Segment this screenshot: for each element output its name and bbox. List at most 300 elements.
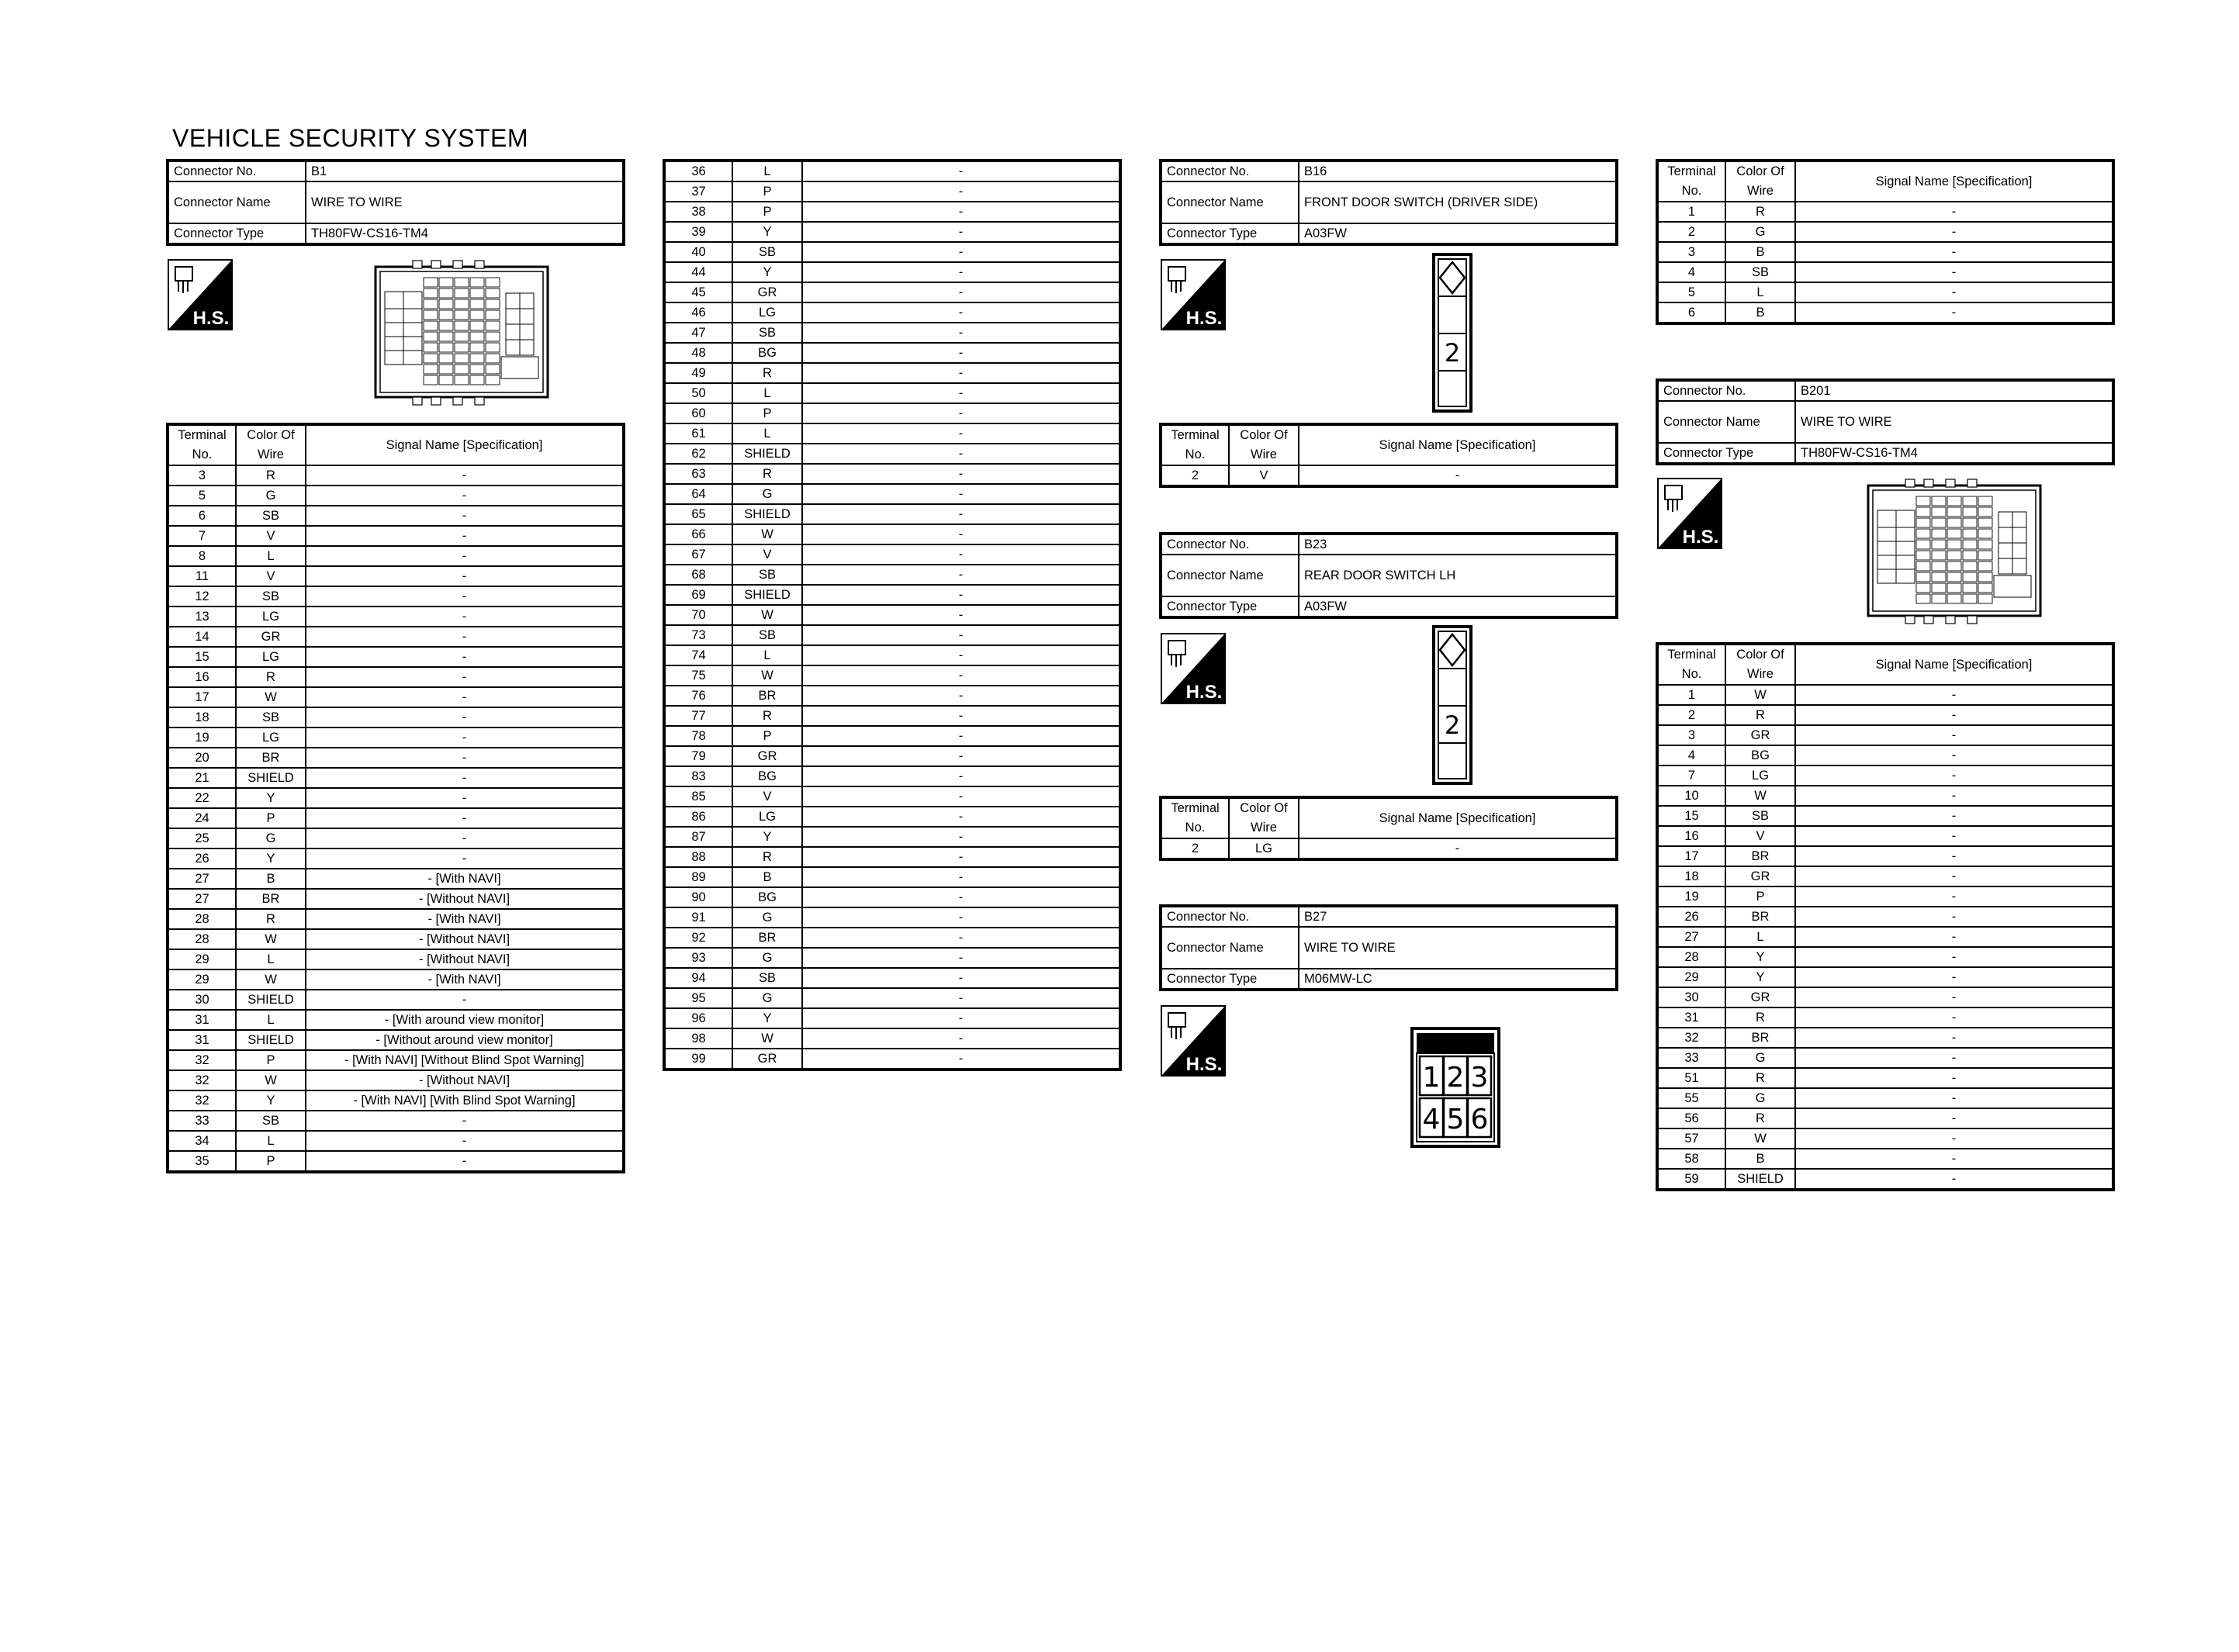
- signal-name-cell: - [With NAVI]: [306, 909, 624, 929]
- wire-color-cell: R: [732, 847, 802, 867]
- b23-connector-face-icon: [1432, 625, 1472, 785]
- table-row: [664, 948, 1120, 968]
- signal-name-cell: -: [802, 464, 1120, 484]
- table-row: [168, 486, 624, 506]
- wire-color-cell: G: [732, 484, 802, 504]
- wire-color-cell: GR: [732, 746, 802, 766]
- terminal-no-cell: 3: [1657, 242, 1725, 262]
- terminal-no-cell: 31: [1657, 1007, 1725, 1028]
- table-row: [1657, 927, 2113, 947]
- table-row: [664, 544, 1120, 565]
- terminal-no-cell: 59: [1657, 1169, 1725, 1190]
- wire-color-cell: BR: [732, 928, 802, 948]
- terminal-no-cell: 18: [168, 707, 236, 728]
- terminal-no-cell: 38: [664, 202, 732, 222]
- terminal-no-cell: 94: [664, 968, 732, 988]
- signal-name-cell: -: [802, 726, 1120, 746]
- table-row: [1161, 465, 1617, 486]
- terminal-no-cell: 28: [1657, 947, 1725, 967]
- terminal-no-cell: 27: [168, 869, 236, 889]
- table-row: [168, 848, 624, 869]
- terminal-no-cell: 57: [1657, 1128, 1725, 1149]
- table-row: [664, 383, 1120, 403]
- signal-name-cell: -: [1795, 1108, 2113, 1128]
- b16-connector-no: B16: [1299, 161, 1617, 181]
- terminal-no-cell: 13: [168, 607, 236, 627]
- terminal-no-cell: 96: [664, 1008, 732, 1028]
- b23-terminal-table: [1159, 796, 1618, 861]
- b27-connector-no: B27: [1299, 906, 1617, 927]
- terminal-no-cell: 86: [664, 807, 732, 827]
- b16-connector-type: A03FW: [1299, 223, 1617, 244]
- terminal-no-cell: 16: [1657, 826, 1725, 846]
- b1-connector-type: TH80FW-CS16-TM4: [306, 223, 624, 244]
- signal-name-cell: -: [1795, 282, 2113, 302]
- signal-name-cell: -: [802, 807, 1120, 827]
- connector-name-label: Connector Name: [1161, 181, 1299, 223]
- table-row: [664, 706, 1120, 726]
- terminal-no-cell: 78: [664, 726, 732, 746]
- hs-badge-text: H.S.: [1682, 527, 1719, 548]
- table-row: [1657, 886, 2113, 907]
- terminal-no-cell: 28: [168, 909, 236, 929]
- terminal-no-cell: 32: [168, 1090, 236, 1111]
- b1-terminal-table-continued: [663, 159, 1122, 1071]
- terminal-no-cell: 49: [664, 363, 732, 383]
- table-row: [664, 302, 1120, 323]
- table-row: [664, 807, 1120, 827]
- terminal-no-cell: 26: [1657, 907, 1725, 927]
- table-row: [664, 746, 1120, 766]
- table-row: [664, 887, 1120, 907]
- wire-color-cell: V: [236, 526, 306, 546]
- table-row: [1657, 705, 2113, 725]
- b201-connector-face-icon: [1862, 478, 2047, 625]
- b1-terminal-table: [166, 423, 625, 1173]
- terminal-no-cell: 32: [168, 1070, 236, 1090]
- terminal-no-cell: 29: [168, 949, 236, 969]
- table-row: [168, 889, 624, 909]
- signal-name-cell: -: [802, 403, 1120, 423]
- wire-color-cell: SHIELD: [236, 768, 306, 788]
- wire-color-cell: SHIELD: [236, 1030, 306, 1050]
- b23-connector-type: A03FW: [1299, 596, 1617, 617]
- table-row: [168, 1131, 624, 1151]
- signal-name-cell: - [With NAVI]: [306, 869, 624, 889]
- terminal-no-cell: 7: [168, 526, 236, 546]
- signal-name-cell: -: [1795, 1048, 2113, 1068]
- table-row: [664, 605, 1120, 625]
- table-row: [168, 969, 624, 990]
- terminal-no-cell: 85: [664, 786, 732, 807]
- table-row: [1657, 242, 2113, 262]
- table-row: [664, 585, 1120, 605]
- b16-info-table: [1159, 159, 1618, 246]
- signal-name-cell: -: [802, 323, 1120, 343]
- signal-name-cell: -: [1795, 1128, 2113, 1149]
- terminal-no-cell: 5: [1657, 282, 1725, 302]
- table-row: [664, 282, 1120, 302]
- terminal-no-cell: 1: [1657, 202, 1725, 222]
- terminal-no-cell: 29: [168, 969, 236, 990]
- b1-connector-no: B1: [306, 161, 624, 181]
- wire-color-cell: R: [732, 464, 802, 484]
- hs-badge-text: H.S.: [1185, 1054, 1223, 1075]
- signal-name-cell: - [Without NAVI]: [306, 929, 624, 949]
- wire-color-cell: SB: [732, 968, 802, 988]
- terminal-no-cell: 40: [664, 242, 732, 262]
- terminal-no-cell: 73: [664, 625, 732, 645]
- terminal-no-cell: 34: [168, 1131, 236, 1151]
- terminal-no-cell: 83: [664, 766, 732, 786]
- wire-color-cell: G: [1725, 222, 1795, 242]
- signal-name-cell: -: [802, 706, 1120, 726]
- signal-name-cell: -: [1795, 1088, 2113, 1108]
- table-row: [664, 343, 1120, 363]
- table-row: [1657, 1028, 2113, 1048]
- wire-color-cell: SB: [732, 323, 802, 343]
- table-row: [168, 1090, 624, 1111]
- signal-name-cell: -: [306, 667, 624, 687]
- table-row: [168, 566, 624, 586]
- table-row: [664, 262, 1120, 282]
- signal-name-cell: -: [802, 847, 1120, 867]
- signal-name-cell: -: [306, 1111, 624, 1131]
- wire-color-cell: L: [1725, 927, 1795, 947]
- terminal-no-cell: 58: [1657, 1149, 1725, 1169]
- wire-color-cell: L: [1725, 282, 1795, 302]
- terminal-no-cell: 22: [168, 788, 236, 808]
- wire-color-cell: W: [236, 1070, 306, 1090]
- wire-color-cell: BR: [732, 686, 802, 706]
- terminal-no-cell: 45: [664, 282, 732, 302]
- table-row: [1657, 1169, 2113, 1190]
- wire-color-cell: SHIELD: [1725, 1169, 1795, 1190]
- terminal-no-cell: 32: [1657, 1028, 1725, 1048]
- signal-name-cell: -: [1795, 1028, 2113, 1048]
- terminal-no-cell: 44: [664, 262, 732, 282]
- signal-name-cell: -: [802, 867, 1120, 887]
- wire-color-cell: BR: [1725, 1028, 1795, 1048]
- signal-name-cell: -: [1795, 766, 2113, 786]
- table-row: [168, 667, 624, 687]
- wire-color-cell: V: [1229, 465, 1299, 486]
- table-row: [664, 202, 1120, 222]
- table-row: [664, 464, 1120, 484]
- color-of-wire-header: Color Of Wire: [1725, 161, 1795, 202]
- terminal-no-cell: 75: [664, 665, 732, 686]
- wire-color-cell: P: [732, 726, 802, 746]
- wire-color-cell: L: [732, 645, 802, 665]
- table-row: [664, 686, 1120, 706]
- signal-name-cell: -: [1795, 846, 2113, 866]
- signal-name-cell: -: [1795, 927, 2113, 947]
- table-row: [1657, 866, 2113, 886]
- signal-name-cell: -: [1795, 806, 2113, 826]
- table-row: [1657, 786, 2113, 806]
- terminal-no-cell: 98: [664, 1028, 732, 1049]
- wire-color-cell: Y: [732, 222, 802, 242]
- signal-name-cell: -: [802, 423, 1120, 444]
- wire-color-cell: B: [236, 869, 306, 889]
- terminal-no-cell: 50: [664, 383, 732, 403]
- signal-name-cell: -: [306, 828, 624, 848]
- table-row: [1657, 1088, 2113, 1108]
- connector-type-label: Connector Type: [1161, 969, 1299, 990]
- terminal-no-cell: 89: [664, 867, 732, 887]
- wire-color-cell: W: [1725, 786, 1795, 806]
- wire-color-cell: GR: [732, 282, 802, 302]
- wire-color-cell: SB: [236, 1111, 306, 1131]
- b16-connector-name: FRONT DOOR SWITCH (DRIVER SIDE): [1299, 181, 1617, 223]
- wire-color-cell: SB: [236, 707, 306, 728]
- wire-color-cell: SB: [1725, 262, 1795, 282]
- terminal-no-cell: 15: [1657, 806, 1725, 826]
- wire-color-cell: BR: [1725, 846, 1795, 866]
- wire-color-cell: Y: [236, 1090, 306, 1111]
- signal-name-cell: -: [802, 565, 1120, 585]
- signal-name-cell: -: [802, 242, 1120, 262]
- terminal-no-cell: 1: [1657, 685, 1725, 705]
- wire-color-cell: L: [236, 546, 306, 566]
- b1-info-table: [166, 159, 625, 246]
- signal-name-cell: -: [802, 282, 1120, 302]
- terminal-no-cell: 56: [1657, 1108, 1725, 1128]
- terminal-no-cell: 6: [1657, 302, 1725, 323]
- terminal-no-cell: 48: [664, 343, 732, 363]
- table-row: [664, 665, 1120, 686]
- terminal-no-cell: 21: [168, 768, 236, 788]
- table-row: [168, 949, 624, 969]
- terminal-no-cell: 10: [1657, 786, 1725, 806]
- b1-connector-face-icon: [369, 259, 554, 406]
- wire-color-cell: R: [1725, 1007, 1795, 1028]
- table-row: [168, 748, 624, 768]
- table-row: [664, 444, 1120, 464]
- signal-name-cell: -: [1795, 1068, 2113, 1088]
- signal-name-cell: -: [306, 808, 624, 828]
- wire-color-cell: SB: [732, 565, 802, 585]
- wire-color-cell: V: [236, 566, 306, 586]
- b23-connector-no: B23: [1299, 534, 1617, 555]
- terminal-no-cell: 4: [1657, 262, 1725, 282]
- table-row: [168, 728, 624, 748]
- b16-terminal-label: 2: [1444, 338, 1461, 368]
- terminal-no-cell: 79: [664, 746, 732, 766]
- table-row: [664, 1008, 1120, 1028]
- wire-color-cell: B: [1725, 242, 1795, 262]
- table-row: [1657, 202, 2113, 222]
- wire-color-cell: R: [1725, 202, 1795, 222]
- table-row: [1657, 725, 2113, 745]
- b201-connector-no: B201: [1795, 380, 2113, 401]
- wire-color-cell: P: [732, 202, 802, 222]
- terminal-no-cell: 92: [664, 928, 732, 948]
- signal-name-cell: - [Without NAVI]: [306, 889, 624, 909]
- terminal-no-cell: 18: [1657, 866, 1725, 886]
- wire-color-cell: G: [732, 988, 802, 1008]
- signal-name-cell: -: [306, 687, 624, 707]
- signal-name-cell: -: [306, 728, 624, 748]
- wire-color-cell: LG: [732, 302, 802, 323]
- terminal-no-cell: 2: [1657, 222, 1725, 242]
- b201-connector-type: TH80FW-CS16-TM4: [1795, 443, 2113, 464]
- hs-badge-text: H.S.: [1185, 308, 1223, 329]
- signal-name-cell: -: [1299, 465, 1617, 486]
- signal-name-cell: - [Without NAVI]: [306, 949, 624, 969]
- terminal-no-cell: 70: [664, 605, 732, 625]
- terminal-no-cell: 99: [664, 1049, 732, 1070]
- connector-no-label: Connector No.: [1161, 906, 1299, 927]
- wire-color-cell: BG: [732, 343, 802, 363]
- b27-connector-name: WIRE TO WIRE: [1299, 927, 1617, 969]
- signal-name-cell: -: [802, 302, 1120, 323]
- signal-name-cell: - [With NAVI]: [306, 969, 624, 990]
- table-row: [664, 222, 1120, 242]
- wire-color-cell: LG: [732, 807, 802, 827]
- signal-name-cell: -: [1795, 202, 2113, 222]
- wire-color-cell: G: [236, 828, 306, 848]
- color-of-wire-header: Color Of Wire: [236, 424, 306, 465]
- hs-badge-icon: [1657, 478, 1722, 549]
- terminal-no-cell: 27: [1657, 927, 1725, 947]
- terminal-no-cell: 2: [1657, 705, 1725, 725]
- wire-color-cell: BG: [732, 887, 802, 907]
- wire-color-cell: L: [732, 161, 802, 181]
- terminal-no-cell: 20: [168, 748, 236, 768]
- terminal-no-cell: 66: [664, 524, 732, 544]
- hs-badge-icon: [1161, 633, 1226, 704]
- wire-color-cell: Y: [236, 788, 306, 808]
- wire-color-cell: L: [236, 1010, 306, 1030]
- table-row: [1657, 302, 2113, 323]
- terminal-no-cell: 88: [664, 847, 732, 867]
- table-row: [664, 827, 1120, 847]
- wire-color-cell: B: [1725, 302, 1795, 323]
- b23-info-table: [1159, 532, 1618, 619]
- terminal-no-cell: 65: [664, 504, 732, 524]
- table-row: [1657, 282, 2113, 302]
- signal-name-cell: -: [1795, 685, 2113, 705]
- wire-color-cell: R: [732, 706, 802, 726]
- b27-info-table: [1159, 904, 1618, 991]
- terminal-no-cell: 8: [168, 546, 236, 566]
- wire-color-cell: B: [1725, 1149, 1795, 1169]
- signal-name-header: Signal Name [Specification]: [1795, 161, 2113, 202]
- signal-name-cell: -: [802, 968, 1120, 988]
- table-row: [664, 766, 1120, 786]
- signal-name-cell: -: [802, 948, 1120, 968]
- signal-name-cell: -: [802, 665, 1120, 686]
- table-row: [1657, 1128, 2113, 1149]
- b23-connector-name: REAR DOOR SWITCH LH: [1299, 555, 1617, 596]
- wire-color-cell: SB: [732, 625, 802, 645]
- signal-name-cell: -: [802, 444, 1120, 464]
- wire-color-cell: W: [236, 969, 306, 990]
- terminal-no-cell: 11: [168, 566, 236, 586]
- table-row: [168, 1151, 624, 1172]
- b27-pin-label: 6: [1470, 1104, 1489, 1135]
- terminal-no-cell: 35: [168, 1151, 236, 1172]
- terminal-no-header: Terminal No.: [1657, 161, 1725, 202]
- signal-name-cell: -: [306, 607, 624, 627]
- table-row: [1657, 846, 2113, 866]
- color-of-wire-header: Color Of Wire: [1229, 797, 1299, 838]
- terminal-no-header: Terminal No.: [168, 424, 236, 465]
- connector-no-label: Connector No.: [1657, 380, 1795, 401]
- connector-name-label: Connector Name: [1161, 555, 1299, 596]
- signal-name-cell: -: [802, 222, 1120, 242]
- wire-color-cell: G: [1725, 1048, 1795, 1068]
- terminal-no-cell: 27: [168, 889, 236, 909]
- signal-name-cell: -: [802, 544, 1120, 565]
- table-row: [1657, 685, 2113, 705]
- wire-color-cell: G: [236, 486, 306, 506]
- signal-name-cell: -: [306, 486, 624, 506]
- terminal-no-cell: 30: [1657, 987, 1725, 1007]
- wire-color-cell: Y: [236, 848, 306, 869]
- table-row: [664, 524, 1120, 544]
- wire-color-cell: SHIELD: [732, 444, 802, 464]
- b27-pin-label: 5: [1446, 1104, 1465, 1135]
- terminal-no-cell: 26: [168, 848, 236, 869]
- signal-name-cell: -: [1795, 786, 2113, 806]
- table-row: [664, 907, 1120, 928]
- signal-name-cell: -: [802, 645, 1120, 665]
- signal-name-cell: -: [306, 848, 624, 869]
- signal-name-cell: -: [1795, 262, 2113, 282]
- table-row: [168, 869, 624, 889]
- signal-name-cell: -: [306, 627, 624, 647]
- table-row: [168, 1050, 624, 1070]
- wire-color-cell: LG: [236, 728, 306, 748]
- wire-color-cell: SB: [236, 586, 306, 607]
- signal-name-cell: -: [802, 262, 1120, 282]
- signal-name-cell: -: [802, 625, 1120, 645]
- wire-color-cell: L: [732, 423, 802, 444]
- hs-badge-icon: [1161, 259, 1226, 330]
- table-row: [664, 242, 1120, 262]
- table-row: [664, 786, 1120, 807]
- table-row: [664, 161, 1120, 181]
- table-row: [664, 645, 1120, 665]
- signal-name-cell: -: [306, 586, 624, 607]
- connector-type-label: Connector Type: [168, 223, 306, 244]
- table-row: [168, 707, 624, 728]
- terminal-no-cell: 3: [168, 465, 236, 486]
- terminal-no-cell: 25: [168, 828, 236, 848]
- terminal-no-cell: 19: [1657, 886, 1725, 907]
- wire-color-cell: W: [1725, 685, 1795, 705]
- table-row: [664, 565, 1120, 585]
- terminal-no-cell: 77: [664, 706, 732, 726]
- terminal-no-cell: 6: [168, 506, 236, 526]
- terminal-no-cell: 17: [168, 687, 236, 707]
- wire-color-cell: LG: [1725, 766, 1795, 786]
- table-row: [168, 788, 624, 808]
- table-row: [664, 363, 1120, 383]
- terminal-no-cell: 14: [168, 627, 236, 647]
- signal-name-cell: -: [1795, 987, 2113, 1007]
- table-row: [168, 768, 624, 788]
- terminal-no-cell: 31: [168, 1010, 236, 1030]
- signal-name-header: Signal Name [Specification]: [1795, 644, 2113, 685]
- table-row: [664, 181, 1120, 202]
- wire-color-cell: R: [236, 465, 306, 486]
- signal-name-cell: -: [306, 526, 624, 546]
- signal-name-header: Signal Name [Specification]: [1299, 424, 1617, 465]
- signal-name-cell: -: [802, 605, 1120, 625]
